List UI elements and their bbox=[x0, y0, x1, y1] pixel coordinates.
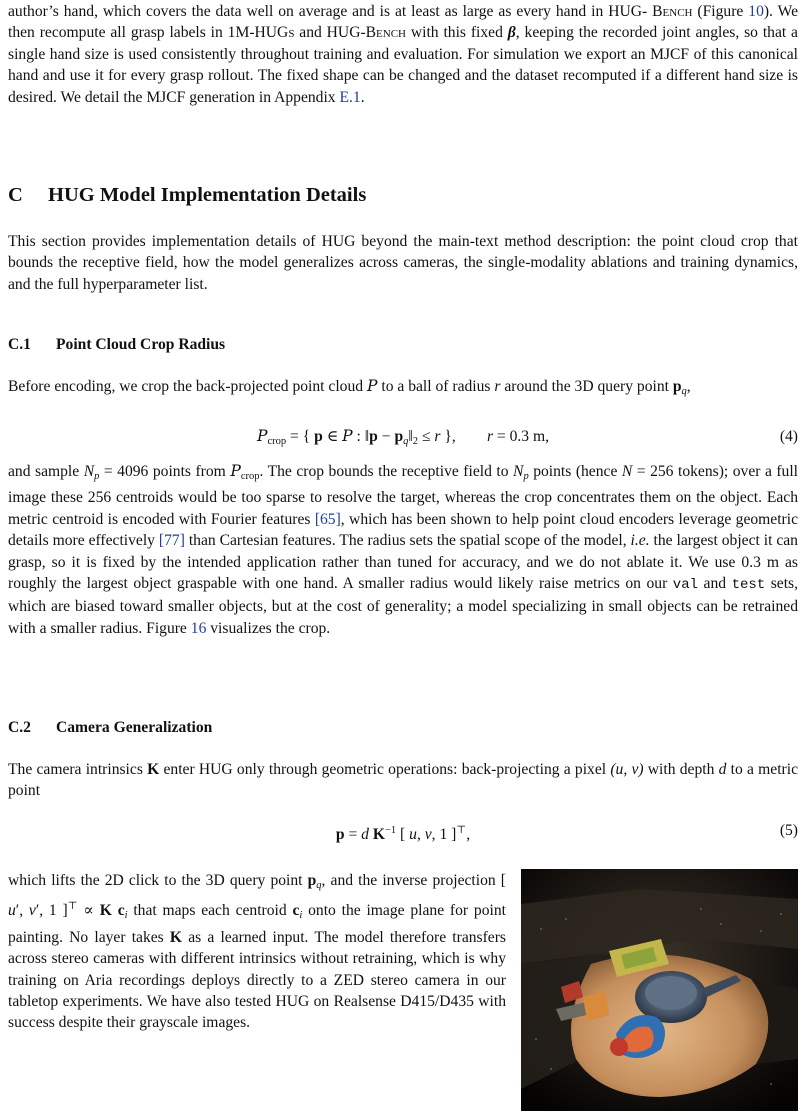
equation-4-label: (4) bbox=[779, 428, 798, 445]
equation-5-label: (5) bbox=[779, 822, 798, 839]
figure-ref-10[interactable]: 10 bbox=[748, 3, 764, 20]
citation-77[interactable]: [77] bbox=[158, 532, 185, 550]
citation-65[interactable]: [65] bbox=[314, 510, 341, 528]
c1-paragraph-2: and sample $N_p = 4096$ points from $P_{crop}$. The crop bounds the receptive field to $N_p$ points (hence N = 256 tokens); over a full image these 256 centroids would be too sparse to resolve the target, whereas the crop concentrates them on the object. Each metric centroid is encoded with Fourier features [65], which has been shown to help point cloud encoders leverage geometric details more effectively [77] than Cartesian features. The radius sets the spatial scope of the model, i.e. the largest object it can grasp, so it is fixed by the intended application rather than tuned for accuracy, and we do not ablate it. We use 0.3 m as roughly the largest object graspable with one hand. A smaller radius would likely raise metrics on our val and test sets, which are biased toward smaller objects, but at the cost of generality; a model specializing in small objects can be retrained with a smaller radius. Figure 16 visualizes the crop. bbox=[8, 462, 799, 637]
point-cloud-crop-image bbox=[521, 869, 798, 1111]
section-c-intro: This section provides implementation details of HUG beyond the main-text method description: the point cloud crop that bounds the receptive field, how the model generalizes across cameras, the single-modality ablations and training dynamics, and the full hyperparameter list. bbox=[8, 233, 798, 293]
subsection-heading-c2: C.2 Camera Generalization bbox=[8, 719, 213, 736]
subsection-heading-c1: C.1 Point Cloud Crop Radius bbox=[8, 336, 226, 353]
c1-paragraph-1: Before encoding, we crop the back-projected point cloud P to a ball of radius r around the 3D query point $p_q$, bbox=[8, 377, 691, 397]
c2-paragraph-2: which lifts the 2D click to the 3D query point $p_q$, and the inverse projection [ u′, v′, 1 ]⊤ ∝ K $c_i$ that maps each centroid $c_i$ onto the image plane for point painting. No layer takes K as a learned input. The model therefore transfers across stereo cameras with different intrinsics without retraining, which is why training on Aria recordings deploys directly to a ZED stereo camera in our tabletop experiments. We have also tested HUG on Realsense D415/D435 with success despite their grayscale images. bbox=[8, 872, 506, 1032]
appendix-ref-e1[interactable]: E.1 bbox=[339, 88, 361, 106]
c2-paragraph-1: The camera intrinsics K enter HUG only through geometric operations: back-projecting a pixel (u, v) with depth d to a metric point bbox=[8, 761, 798, 800]
equation-5: p = d $K^{-1}$ [ u, v, 1 ]⊤, (5) bbox=[335, 822, 798, 843]
section-heading-c: C HUG Model Implementation Details bbox=[8, 184, 367, 206]
intro-paragraph: author’s hand, which covers the data well on average and is at least as large as every hand in HUG- Bench (Figure 10). We then recompute all grasp labels in 1M-HUGs and HUG-Bench with this fixed β, keeping the recorded joint angles, so that a single hand size is used consistently throughout training and evaluation. For simulation we export an MJCF of this canonical hand and use it for every grasp rollout. The fixed shape can be changed and the dataset recomputed if a different hand size is desired. We detail the MJCF generation in Appendix E.1. bbox=[8, 3, 798, 106]
equation-4: $P_{crop}$ = { p ∈ P : ‖p − $p_q‖_2 \le r$ }, r = 0.3 m, (4) bbox=[256, 427, 798, 447]
figure-ref-16[interactable]: 16 bbox=[190, 619, 207, 637]
